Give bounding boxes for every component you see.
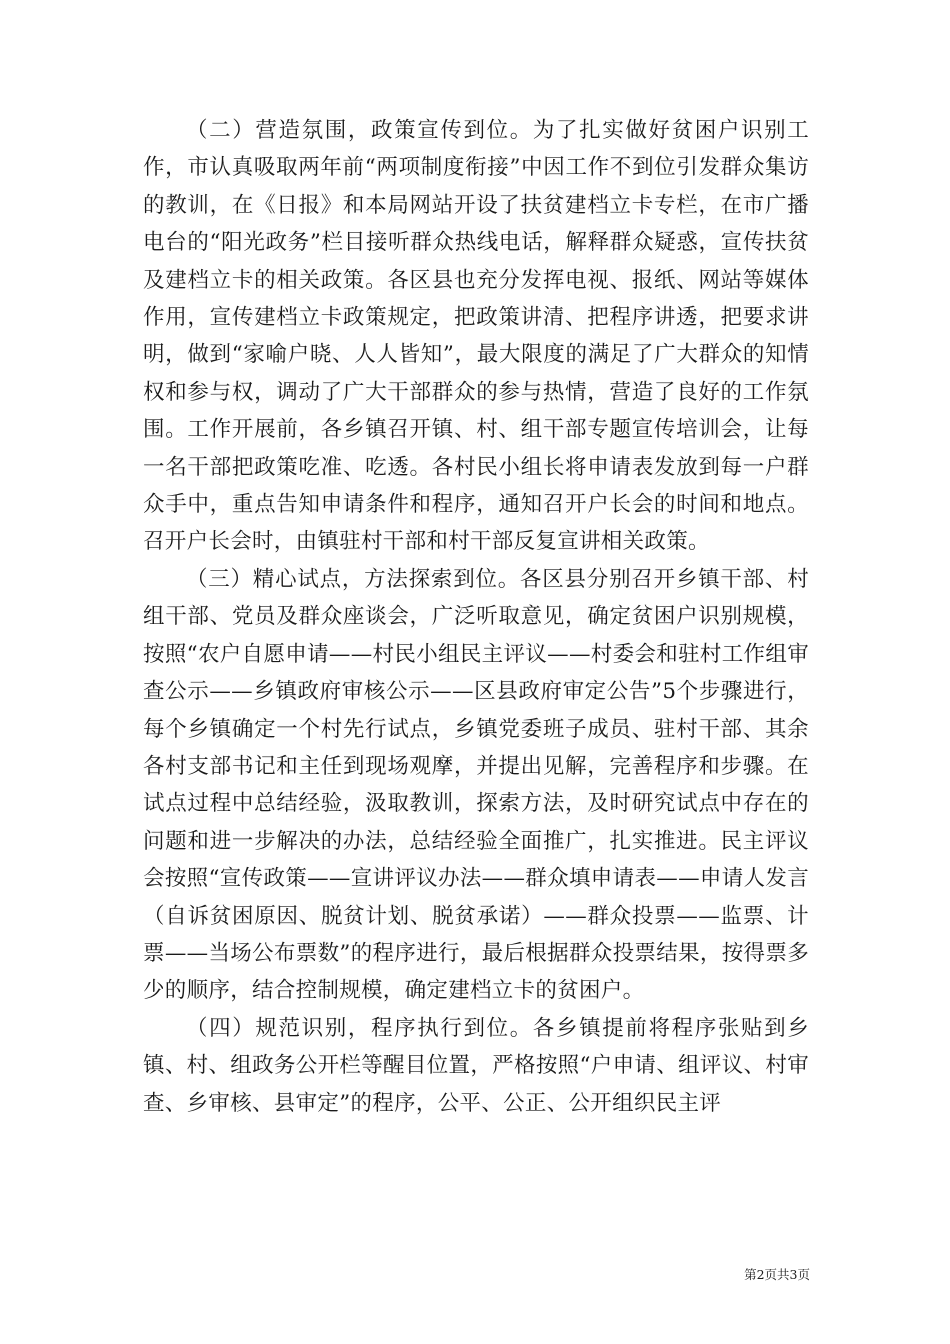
paragraph-3: （三）精心试点，方法探索到位。各区县分别召开乡镇干部、村组干部、党员及群众座谈会，广泛听取意见，确定贫困户识别规模，按照“农户自愿申请——村民小组民主评议——村委会和驻村工作组审查公示——乡镇政府审核公示——区县政府审定公告”5个步骤进行，每个乡镇确定一个村先行试点，乡镇党委班子成员、驻村干部、其余各村支部书记和主任到现场观摩，并提出见解，完善程序和步骤。在试点过程中总结经验，汲取教训，探索方法，及时研究试点中存在的问题和进一步解决的办法，总结经验全面推广，扎实推进。民主评议会按照“宣传政策——宣讲评议办法——群众填申请表——申请人发言（自诉贫困原因、脱贫计划、脱贫承诺）——群众投票——监票、计票——当场公布票数”的程序进行，最后根据群众投票结果，按得票多少的顺序，结合控制规模，确定建档立卡的贫困户。 — [143, 566, 809, 1004]
document-body — [143, 112, 809, 1122]
paragraph-4: （四）规范识别，程序执行到位。各乡镇提前将程序张贴到乡镇、村、组政务公开栏等醒目位置，严格按照“户申请、组评议、村审查、乡审核、县审定”的程序，公平、公正、公开组织民主评 — [143, 1015, 809, 1116]
page-number: 第2页共3页 — [744, 1267, 810, 1282]
paragraph-2: （二）营造氛围，政策宣传到位。为了扎实做好贫困户识别工作，市认真吸取两年前“两项制度衔接”中因工作不到位引发群众集访的教训，在《日报》和本局网站开设了扶贫建档立卡专栏，在市广播电台的“阳光政务”栏目接听群众热线电话，解释群众疑惑，宣传扶贫及建档立卡的相关政策。各区县也充分发挥电视、报纸、网站等媒体作用，宣传建档立卡政策规定，把政策讲清、把程序讲透，把要求讲明，做到“家喻户晓、人人皆知”，最大限度的满足了广大群众的知情权和参与权，调动了广大干部群众的参与热情，营造了良好的工作氛围。工作开展前，各乡镇召开镇、村、组干部专题宣传培训会，让每一名干部把政策吃准、吃透。各村民小组长将申请表发放到每一户群众手中，重点告知申请条件和程序，通知召开户长会的时间和地点。召开户长会时，由镇驻村干部和村干部反复宣讲相关政策。 — [143, 118, 809, 555]
